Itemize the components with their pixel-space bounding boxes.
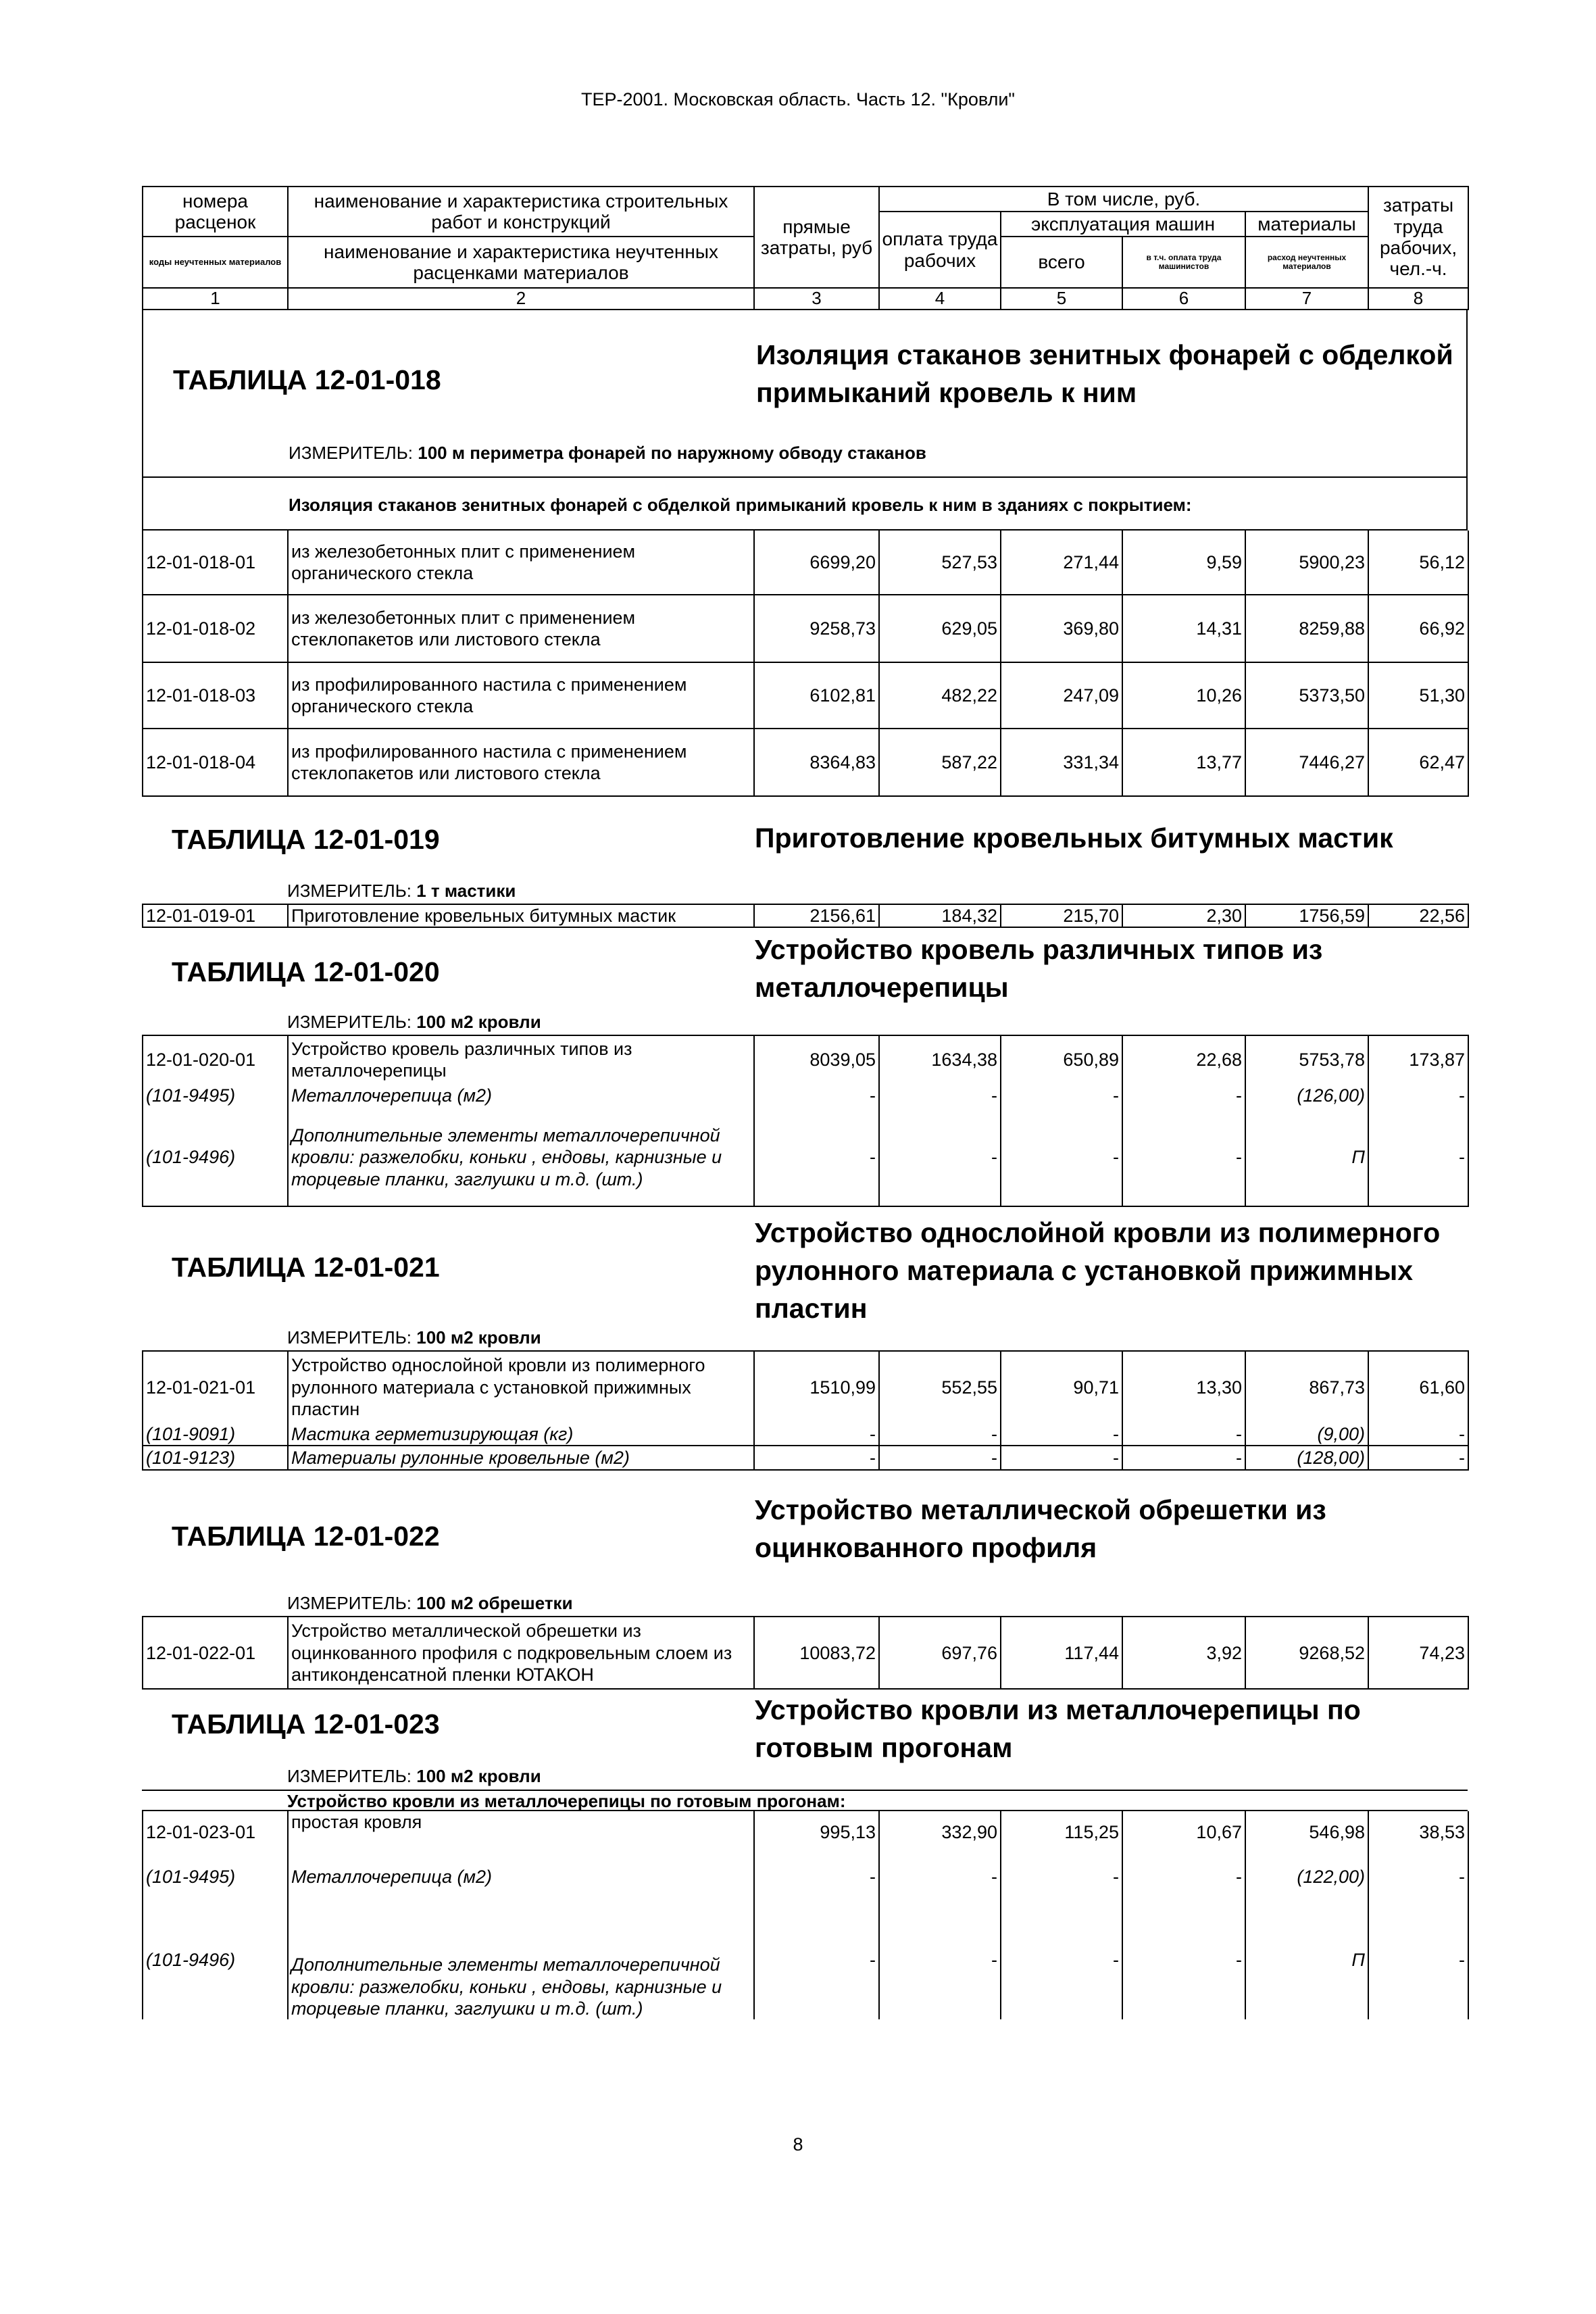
table-title: Устройство металлической обрешетки из оцинкованного профиля	[755, 1494, 1326, 1564]
labor: -	[1368, 1446, 1468, 1470]
direct-costs: -	[754, 1853, 879, 1900]
table-12-01-023	[142, 1690, 1468, 2019]
wages: 697,76	[879, 1617, 1001, 1689]
header-group: В том числе, руб.	[879, 187, 1368, 212]
labor: -	[1368, 1083, 1468, 1108]
rate-code: 12-01-022-01	[143, 1617, 288, 1689]
table-12-01-020	[142, 928, 1468, 1207]
table-row	[143, 1853, 1468, 1900]
table-title: Приготовление кровельных битумных мастик	[755, 822, 1393, 854]
machinist-wages: -	[1122, 1853, 1245, 1900]
measure-line	[287, 1327, 541, 1348]
wages: -	[879, 1423, 1001, 1446]
rate-name: из железобетонных плит с применением органического стекла	[288, 531, 754, 595]
wages: 482,22	[879, 662, 1001, 729]
machines-total: 247,09	[1001, 662, 1122, 729]
materials: 5373,50	[1245, 662, 1368, 729]
col-number: 4	[879, 288, 1001, 310]
rate-code: 12-01-018-01	[143, 531, 288, 595]
wages: -	[879, 1083, 1001, 1108]
rates-table	[142, 531, 1469, 797]
measure-line	[287, 1593, 573, 1614]
direct-costs: 6102,81	[754, 662, 879, 729]
material-code: (101-9496)	[143, 1900, 288, 2019]
material-code: (101-9091)	[143, 1423, 288, 1446]
rate-code: 12-01-018-02	[143, 595, 288, 662]
header-wages: оплата труда рабочих	[879, 212, 1001, 288]
page-number: 8	[793, 2134, 803, 2155]
rates-table	[142, 904, 1469, 928]
machinist-wages: 10,26	[1122, 662, 1245, 729]
machinist-wages: -	[1122, 1108, 1245, 1206]
machinist-wages: 2,30	[1122, 904, 1245, 927]
material-name: Металлочерепица (м2)	[288, 1083, 754, 1108]
header-codes: номера расценок	[143, 187, 288, 237]
wages: -	[879, 1853, 1001, 1900]
header-machinist-wages: в т.ч. оплата труда машинистов	[1122, 237, 1245, 288]
direct-costs: -	[754, 1423, 879, 1446]
table-12-01-022	[142, 1471, 1468, 1690]
direct-costs: -	[754, 1083, 879, 1108]
table-title: Изоляция стаканов зенитных фонарей с обделкой примыканий кровель к ним	[756, 339, 1453, 408]
labor: 61,60	[1368, 1351, 1468, 1423]
col-number: 6	[1122, 288, 1245, 310]
machinist-wages: 14,31	[1122, 595, 1245, 662]
col-number: 5	[1001, 288, 1122, 310]
measure-line	[287, 881, 516, 902]
direct-costs: -	[754, 1108, 879, 1206]
machinist-wages: 13,77	[1122, 729, 1245, 796]
rate-name: Приготовление кровельных битумных мастик	[288, 904, 754, 927]
table-row	[143, 1108, 1468, 1206]
measure-label: ИЗМЕРИТЕЛЬ:	[287, 1766, 412, 1787]
table-code: ТАБЛИЦА 12-01-021	[172, 1252, 440, 1283]
direct-costs: -	[754, 1446, 879, 1470]
direct-costs: 8039,05	[754, 1035, 879, 1083]
measure-line	[287, 1766, 541, 1787]
table-row	[143, 904, 1468, 927]
table-row	[143, 1035, 1468, 1083]
material-usage: (126,00)	[1245, 1083, 1368, 1108]
materials: 867,73	[1245, 1351, 1368, 1423]
table-title: Устройство однослойной кровли из полимерного рулонного материала с установкой прижимных пластин	[755, 1217, 1441, 1325]
machinist-wages: -	[1122, 1083, 1245, 1108]
machines-total: -	[1001, 1108, 1122, 1206]
table-row	[143, 1351, 1468, 1423]
table-code: ТАБЛИЦА 12-01-022	[172, 1521, 440, 1552]
rate-name: Устройство металлической обрешетки из оцинкованного профиля с подкровельным слоем из антиконденсатной пленки ЮТАКОН	[288, 1617, 754, 1689]
direct-costs: 1510,99	[754, 1351, 879, 1423]
material-usage: (122,00)	[1245, 1853, 1368, 1900]
table-row	[143, 1617, 1468, 1689]
material-name: Дополнительные элементы металлочерепичной кровли: разжелобки, коньки , ендовы, карнизные и торцевые планки, заглушки и т.д. (шт.)	[288, 1900, 754, 2019]
materials: 9268,52	[1245, 1617, 1368, 1689]
machines-total: 369,80	[1001, 595, 1122, 662]
machines-total: -	[1001, 1446, 1122, 1470]
rate-code: 12-01-018-03	[143, 662, 288, 729]
machinist-wages: 9,59	[1122, 531, 1245, 595]
table-row	[143, 595, 1468, 662]
machines-total: 117,44	[1001, 1617, 1122, 1689]
materials: 5753,78	[1245, 1035, 1368, 1083]
running-title: ТЕР-2001. Московская область. Часть 12. "Кровли"	[580, 89, 1016, 109]
wages: 1634,38	[879, 1035, 1001, 1083]
material-name: Материалы рулонные кровельные (м2)	[288, 1446, 754, 1470]
section-intro: Изоляция стаканов зенитных фонарей с обделкой примыканий кровель к ним в зданиях с покрытием:	[142, 476, 1468, 531]
labor: -	[1368, 1900, 1468, 2019]
labor: 22,56	[1368, 904, 1468, 927]
header-material-codes: коды неучтенных материалов	[143, 237, 288, 288]
machines-total: 115,25	[1001, 1811, 1122, 1853]
material-name: Дополнительные элементы металлочерепичной кровли: разжелобки, коньки , ендовы, карнизные и торцевые планки, заглушки и т.д. (шт.)	[288, 1108, 754, 1206]
rate-name: из железобетонных плит с применением стеклопакетов или листового стекла	[288, 595, 754, 662]
col-number: 8	[1368, 288, 1468, 310]
rate-name: простая кровля	[288, 1811, 754, 1853]
header-machines: эксплуатация машин	[1001, 212, 1245, 237]
material-usage: (9,00)	[1245, 1423, 1368, 1446]
col-number: 2	[288, 288, 754, 310]
table-row	[143, 1811, 1468, 1853]
table-12-01-018	[142, 310, 1468, 797]
column-header-table	[142, 186, 1469, 310]
materials: 8259,88	[1245, 595, 1368, 662]
labor: 51,30	[1368, 662, 1468, 729]
labor: 56,12	[1368, 531, 1468, 595]
machines-total: -	[1001, 1423, 1122, 1446]
machines-total: -	[1001, 1900, 1122, 2019]
rate-name: Устройство однослойной кровли из полимерного рулонного материала с установкой прижимных пластин	[288, 1351, 754, 1423]
machinist-wages: -	[1122, 1900, 1245, 2019]
document-body	[142, 186, 1468, 2019]
section-heading	[142, 797, 1468, 904]
wages: -	[879, 1108, 1001, 1206]
materials: 546,98	[1245, 1811, 1368, 1853]
rate-code: 12-01-020-01	[143, 1035, 288, 1083]
rate-name: из профилированного настила с применением стеклопакетов или листового стекла	[288, 729, 754, 796]
table-row	[143, 1900, 1468, 2019]
header-material-usage: расход неучтенных материалов	[1245, 237, 1368, 288]
wages: 332,90	[879, 1811, 1001, 1853]
measure-value: 100 м2 кровли	[416, 1766, 541, 1787]
labor: 74,23	[1368, 1617, 1468, 1689]
rate-name: Устройство кровель различных типов из металлочерепицы	[288, 1035, 754, 1083]
direct-costs: 2156,61	[754, 904, 879, 927]
wages: 527,53	[879, 531, 1001, 595]
machines-total: 215,70	[1001, 904, 1122, 927]
measure-label: ИЗМЕРИТЕЛЬ:	[287, 1327, 412, 1348]
material-name: Металлочерепица (м2)	[288, 1853, 754, 1900]
measure-line	[289, 443, 926, 464]
rate-code: 12-01-023-01	[143, 1811, 288, 1853]
rates-table	[142, 1035, 1469, 1207]
table-code: ТАБЛИЦА 12-01-020	[172, 956, 440, 988]
header-direct-costs: прямые затраты, руб	[754, 187, 879, 288]
material-code: (101-9123)	[143, 1446, 288, 1470]
header-labor: затраты труда рабочих, чел.-ч.	[1368, 187, 1468, 288]
labor: -	[1368, 1423, 1468, 1446]
section-heading	[142, 1207, 1468, 1350]
materials: 7446,27	[1245, 729, 1368, 796]
measure-value: 100 м2 кровли	[416, 1012, 541, 1033]
machinist-wages: -	[1122, 1423, 1245, 1446]
measure-line	[287, 1012, 541, 1033]
machines-total: -	[1001, 1083, 1122, 1108]
measure-label: ИЗМЕРИТЕЛЬ:	[289, 443, 413, 463]
measure-value: 100 м2 кровли	[416, 1327, 541, 1348]
machines-total: 271,44	[1001, 531, 1122, 595]
machines-total: -	[1001, 1853, 1122, 1900]
direct-costs: 6699,20	[754, 531, 879, 595]
machinist-wages: 10,67	[1122, 1811, 1245, 1853]
machinist-wages: 22,68	[1122, 1035, 1245, 1083]
rate-code: 12-01-018-04	[143, 729, 288, 796]
material-name: Мастика герметизирующая (кг)	[288, 1423, 754, 1446]
table-row	[143, 1423, 1468, 1446]
wages: -	[879, 1900, 1001, 2019]
labor: 66,92	[1368, 595, 1468, 662]
header-work-name: наименование и характеристика строительных работ и конструкций	[288, 187, 754, 237]
table-code: ТАБЛИЦА 12-01-019	[172, 824, 440, 855]
material-code: (101-9495)	[143, 1083, 288, 1108]
header-materials: материалы	[1245, 212, 1368, 237]
measure-label: ИЗМЕРИТЕЛЬ:	[287, 881, 412, 901]
section-heading	[142, 310, 1468, 476]
table-code: ТАБЛИЦА 12-01-023	[172, 1708, 440, 1740]
section-heading	[142, 928, 1468, 1035]
material-usage: П	[1245, 1108, 1368, 1206]
direct-costs: -	[754, 1900, 879, 2019]
table-row	[143, 1083, 1468, 1108]
table-row	[143, 1446, 1468, 1470]
rates-table	[142, 1811, 1469, 2019]
wages: 629,05	[879, 595, 1001, 662]
section-heading	[142, 1690, 1468, 1790]
col-number: 7	[1245, 288, 1368, 310]
materials: 5900,23	[1245, 531, 1368, 595]
rate-code: 12-01-021-01	[143, 1351, 288, 1423]
direct-costs: 9258,73	[754, 595, 879, 662]
labor: -	[1368, 1108, 1468, 1206]
labor: 62,47	[1368, 729, 1468, 796]
direct-costs: 995,13	[754, 1811, 879, 1853]
machines-total: 650,89	[1001, 1035, 1122, 1083]
measure-value: 100 м периметра фонарей по наружному обводу стаканов	[418, 443, 926, 463]
machines-total: 90,71	[1001, 1351, 1122, 1423]
rates-table	[142, 1350, 1469, 1471]
col-number: 1	[143, 288, 288, 310]
machinist-wages: 13,30	[1122, 1351, 1245, 1423]
rates-table	[142, 1616, 1469, 1690]
table-code: ТАБЛИЦА 12-01-018	[173, 364, 441, 395]
section-intro: Устройство кровли из металлочерепицы по готовым прогонам:	[142, 1790, 1468, 1811]
table-12-01-021	[142, 1207, 1468, 1471]
table-title: Устройство кровли из металлочерепицы по готовым прогонам	[755, 1694, 1361, 1764]
labor: 173,87	[1368, 1035, 1468, 1083]
material-usage: П	[1245, 1900, 1368, 2019]
materials: 1756,59	[1245, 904, 1368, 927]
measure-label: ИЗМЕРИТЕЛЬ:	[287, 1012, 412, 1033]
material-code: (101-9495)	[143, 1853, 288, 1900]
section-heading	[142, 1471, 1468, 1616]
table-title: Устройство кровель различных типов из металлочерепицы	[755, 934, 1323, 1004]
rate-name: из профилированного настила с применением органического стекла	[288, 662, 754, 729]
material-code: (101-9496)	[143, 1108, 288, 1206]
wages: 552,55	[879, 1351, 1001, 1423]
wages: 587,22	[879, 729, 1001, 796]
header-machines-total: всего	[1001, 237, 1122, 288]
measure-value: 1 т мастики	[416, 881, 516, 901]
wages: 184,32	[879, 904, 1001, 927]
wages: -	[879, 1446, 1001, 1470]
table-row	[143, 662, 1468, 729]
measure-value: 100 м2 обрешетки	[416, 1593, 573, 1614]
table-12-01-019	[142, 797, 1468, 928]
direct-costs: 10083,72	[754, 1617, 879, 1689]
table-row	[143, 729, 1468, 796]
labor: 38,53	[1368, 1811, 1468, 1853]
machinist-wages: 3,92	[1122, 1617, 1245, 1689]
material-usage: (128,00)	[1245, 1446, 1368, 1470]
rate-code: 12-01-019-01	[143, 904, 288, 927]
direct-costs: 8364,83	[754, 729, 879, 796]
machines-total: 331,34	[1001, 729, 1122, 796]
labor: -	[1368, 1853, 1468, 1900]
col-number: 3	[754, 288, 879, 310]
machinist-wages: -	[1122, 1446, 1245, 1470]
table-row	[143, 531, 1468, 595]
measure-label: ИЗМЕРИТЕЛЬ:	[287, 1593, 412, 1614]
header-material-name: наименование и характеристика неучтенных расценками материалов	[288, 237, 754, 288]
